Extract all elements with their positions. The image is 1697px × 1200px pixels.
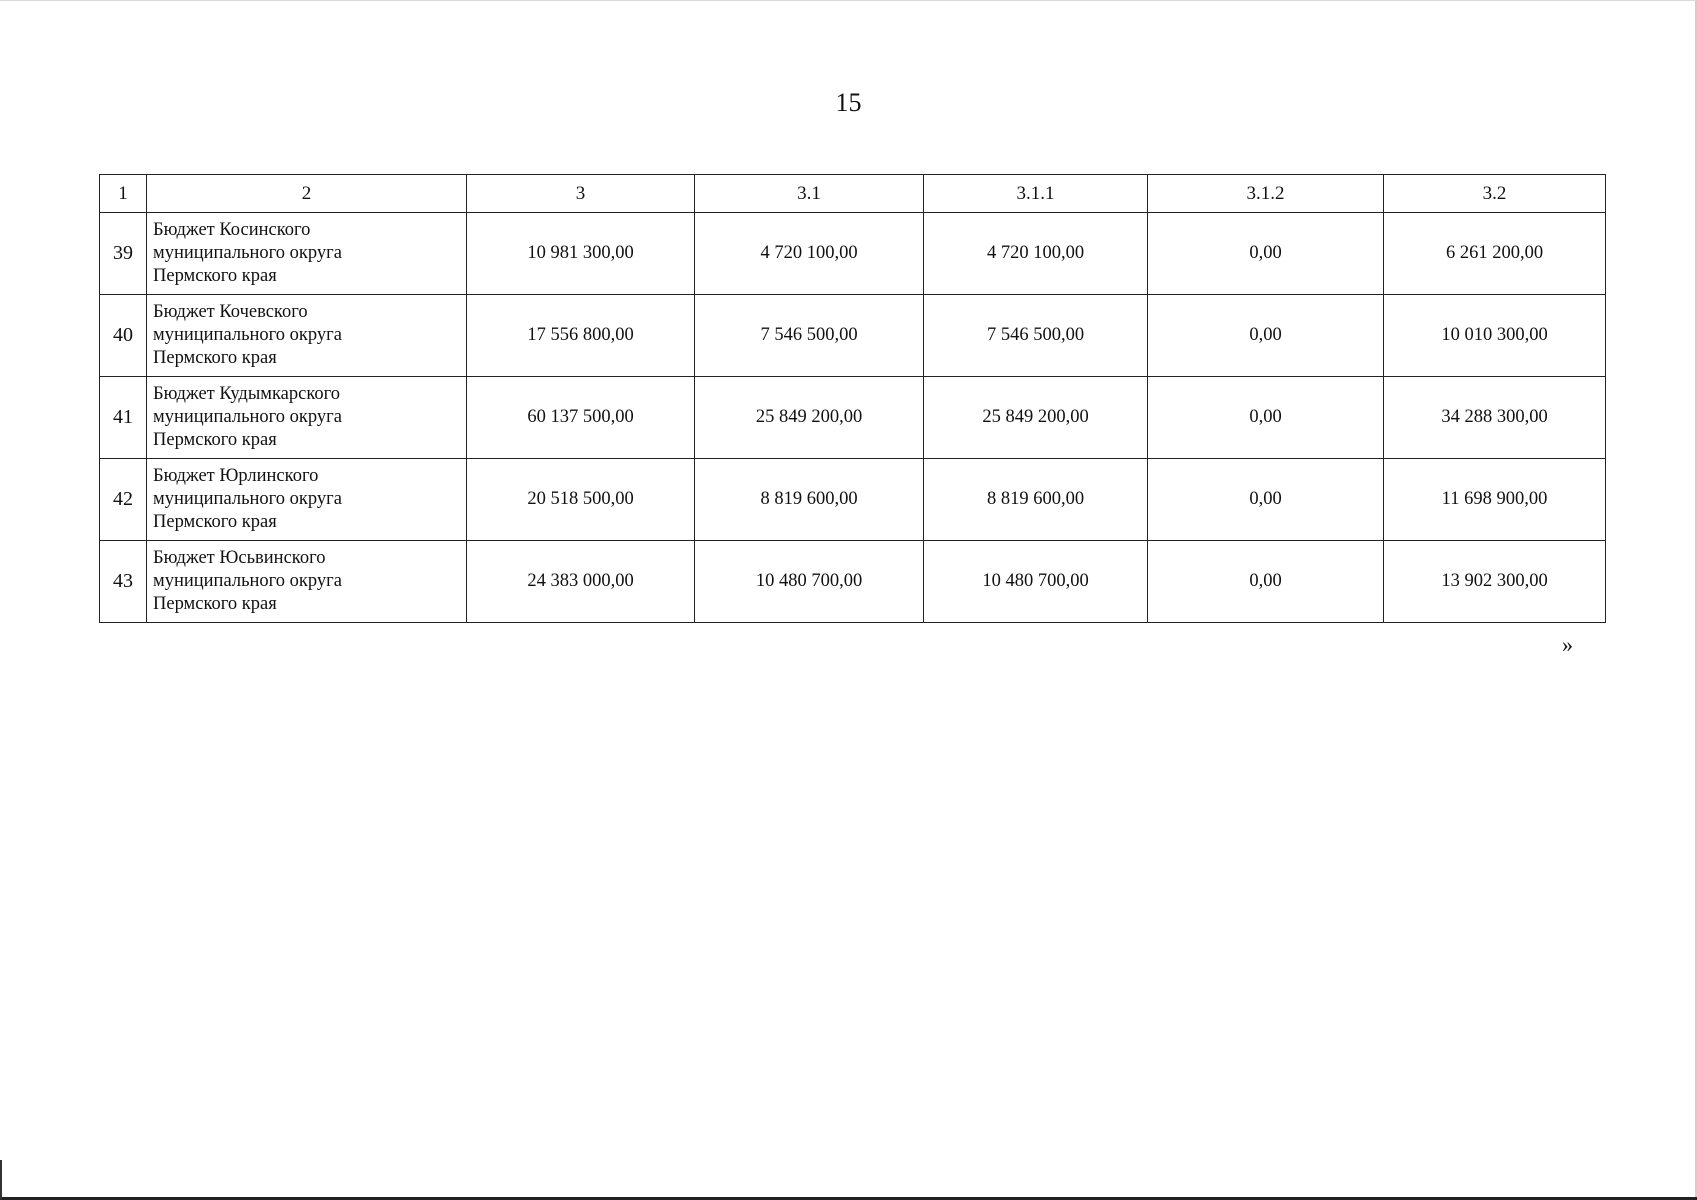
header-cell: 3.1.2	[1148, 175, 1384, 213]
value-cell-3-1-2: 0,00	[1148, 377, 1384, 459]
value-cell-3-1-1: 25 849 200,00	[924, 377, 1148, 459]
value-cell-3-1: 10 480 700,00	[695, 541, 924, 623]
value-cell-3-2: 6 261 200,00	[1384, 213, 1606, 295]
value-cell-3: 60 137 500,00	[467, 377, 695, 459]
value-cell-3: 20 518 500,00	[467, 459, 695, 541]
budget-name-line: Бюджет Юрлинского	[153, 466, 319, 486]
budget-name	[147, 295, 467, 377]
page-number: 15	[835, 88, 862, 117]
budget-name-line: Пермского края	[153, 594, 277, 614]
value-cell-3: 17 556 800,00	[467, 295, 695, 377]
budget-name-line: Бюджет Юсьвинского	[153, 548, 326, 568]
budget-name-line: Пермского края	[153, 430, 277, 450]
row-number: 39	[100, 213, 147, 295]
budget-name-line: Бюджет Косинского	[153, 220, 311, 240]
value-cell-3-1-1: 7 546 500,00	[924, 295, 1148, 377]
budget-name	[147, 213, 467, 295]
value-cell-3-1: 8 819 600,00	[695, 459, 924, 541]
table-row	[100, 295, 1606, 377]
table-row	[100, 213, 1606, 295]
table-row	[100, 377, 1606, 459]
budget-name-line: муниципального округа	[153, 571, 342, 591]
budget-name-line: Пермского края	[153, 266, 277, 286]
value-cell-3-2: 13 902 300,00	[1384, 541, 1606, 623]
header-cell: 3.1	[695, 175, 924, 213]
budget-name-line: муниципального округа	[153, 243, 342, 263]
value-cell-3-1-2: 0,00	[1148, 213, 1384, 295]
budget-name-line: Пермского края	[153, 348, 277, 368]
value-cell-3-1-2: 0,00	[1148, 459, 1384, 541]
value-cell-3-1-1: 4 720 100,00	[924, 213, 1148, 295]
value-cell-3-2: 11 698 900,00	[1384, 459, 1606, 541]
value-cell-3-2: 34 288 300,00	[1384, 377, 1606, 459]
value-cell-3-1-1: 8 819 600,00	[924, 459, 1148, 541]
table-header-row	[100, 175, 1606, 213]
row-number: 40	[100, 295, 147, 377]
value-cell-3: 10 981 300,00	[467, 213, 695, 295]
budget-name	[147, 377, 467, 459]
row-number: 42	[100, 459, 147, 541]
budget-name-line: Пермского края	[153, 512, 277, 532]
header-cell: 3	[467, 175, 695, 213]
table-row	[100, 459, 1606, 541]
value-cell-3-1-2: 0,00	[1148, 295, 1384, 377]
budget-name-line: Бюджет Кудымкарского	[153, 384, 341, 404]
value-cell-3: 24 383 000,00	[467, 541, 695, 623]
header-cell: 1	[100, 175, 147, 213]
budget-name-line: муниципального округа	[153, 489, 342, 509]
header-cell: 3.1.1	[924, 175, 1148, 213]
table-row	[100, 541, 1606, 623]
value-cell-3-1-2: 0,00	[1148, 541, 1384, 623]
row-number: 43	[100, 541, 147, 623]
header-cell: 2	[147, 175, 467, 213]
value-cell-3-1: 7 546 500,00	[695, 295, 924, 377]
continuation-mark: »	[1562, 632, 1573, 657]
value-cell-3-1: 4 720 100,00	[695, 213, 924, 295]
value-cell-3-1-1: 10 480 700,00	[924, 541, 1148, 623]
scan-edge-mark	[0, 1160, 2, 1200]
value-cell-3-2: 10 010 300,00	[1384, 295, 1606, 377]
header-cell: 3.2	[1384, 175, 1606, 213]
budget-name	[147, 541, 467, 623]
budget-table	[99, 174, 1606, 623]
row-number: 41	[100, 377, 147, 459]
budget-name	[147, 459, 467, 541]
budget-name-line: муниципального округа	[153, 325, 342, 345]
budget-name-line: муниципального округа	[153, 407, 342, 427]
budget-name-line: Бюджет Кочевского	[153, 302, 308, 322]
value-cell-3-1: 25 849 200,00	[695, 377, 924, 459]
